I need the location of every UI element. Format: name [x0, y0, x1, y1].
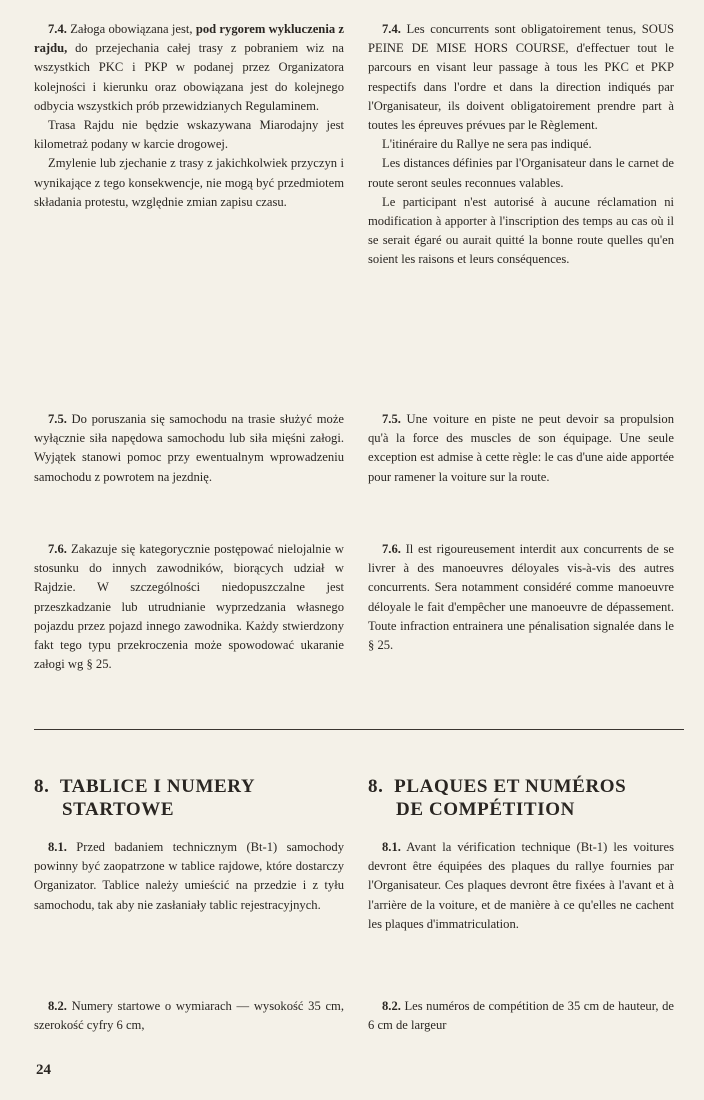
- paragraph-8-1-fr: [368, 838, 674, 934]
- paragraph-7-4-pl: [34, 20, 344, 212]
- paragraph-text: Les distances définies par l'Organisateur dans le carnet de route seront seules reconnues valables.: [368, 156, 674, 190]
- paragraph-8-1-pl: [34, 838, 344, 915]
- section-number: 8.1.: [382, 840, 401, 854]
- paragraph-7-4-fr: [368, 20, 674, 270]
- paragraph-text: L'itinéraire du Rallye ne sera pas indiqué.: [382, 137, 592, 152]
- section-number: 7.5.: [48, 412, 67, 426]
- paragraph-text: Zakazuje się kategorycznie postępować nielojalnie w stosunku do innych zawodników, biorących udział w Rajdzie. W szczególności niedopuszczalne jest przeszkadzanie lub utrudnianie wyprzedzania własnego pojazdu przez pojazd innego zawodnika. Każdy stwierdzony fakt tego typu przekroczenia może spowodować ukaranie załogi wg § 25.: [34, 542, 344, 672]
- paragraph-text: Zmylenie lub zjechanie z trasy z jakichkolwiek przyczyn i wynikające z tego konsekwencje, nie mogą być przedmiotem składania protestu, względnie zmian zapisu czasu.: [34, 156, 344, 209]
- paragraph-text: Il est rigoureusement interdit aux concurrents de se livrer à des manoeuvres déloyales vis-à-vis des autres concurrents. Sera notamment considéré comme manoeuvre déloyale le fait d'empêcher une manoeuvre de dépassement. Toute infraction entrainera une pénalisation signalée dans le § 25.: [368, 542, 674, 653]
- heading-number: 8.: [34, 776, 50, 797]
- heading-line-2: DE COMPÉTITION: [396, 799, 575, 820]
- paragraph-7-6-fr: [368, 540, 674, 655]
- page-number: 24: [36, 1062, 51, 1078]
- paragraph-text: Trasa Rajdu nie będzie wskazywana Miarodajny jest kilometraż podany w karcie drogowej.: [34, 118, 344, 152]
- section-number: 8.2.: [382, 999, 401, 1013]
- paragraph-text: Przed badaniem technicznym (Bt-1) samochody powinny być zaopatrzone w tablice rajdowe, które dostarczy Organizator. Tablice należy umieścić na przedzie i z tyłu samochodu, tak aby nie zasłaniały tablic rejestracyjnych.: [34, 840, 344, 912]
- heading-section-8-pl: [34, 775, 255, 821]
- section-number: 8.2.: [48, 999, 67, 1013]
- section-number: 7.6.: [382, 542, 401, 556]
- paragraph-text: Le participant n'est autorisé à aucune réclamation ni modification à apporter à l'inscription des temps au cas où il se serait égaré ou aurait quitté la bonne route quelles qu'en soient les raisons et leurs conséquences.: [368, 194, 674, 267]
- paragraph-text: Załoga obowiązana jest,: [70, 22, 193, 36]
- paragraph-7-5-fr: [368, 410, 674, 487]
- paragraph-text: Numery startowe o wymiarach — wysokość 35 cm, szerokość cyfry 6 cm,: [34, 999, 345, 1033]
- paragraph-text: Les numéros de compétition de 35 cm de hauteur, de 6 cm de largeur: [368, 999, 674, 1033]
- section-number: 7.5.: [382, 412, 401, 426]
- section-number: 7.4.: [48, 22, 67, 36]
- section-divider: [34, 729, 684, 730]
- heading-number: 8.: [368, 776, 384, 797]
- heading-line-1: TABLICE I NUMERY: [59, 776, 256, 797]
- emphasis-text: pod rygorem wykluczenia z rajdu,: [34, 22, 344, 56]
- paragraph-text: Do poruszania się samochodu na trasie służyć może wyłącznie siła napędowa samochodu lub siła mięśni załogi. Wyjątek stanowi pomoc przy ewentualnym wprowadzeniu samochodu z powrotem na jezdnię.: [34, 412, 344, 484]
- paragraph-8-2-fr: [368, 997, 674, 1035]
- paragraph-7-5-pl: [34, 410, 344, 487]
- section-number: 8.1.: [48, 840, 67, 854]
- paragraph-8-2-pl: [34, 997, 344, 1035]
- heading-line-2: STARTOWE: [62, 799, 175, 820]
- paragraph-text: Les concurrents sont obligatoirement tenus, SOUS PEINE DE MISE HORS COURSE, d'effectuer tout le parcours en visant leur passage à tous les PKC et PKP respectifs dans l'ordre et dans la direction indiqués par l'Organisateur, ils doivent obligatoirement prendre part à toutes les épreuves prévues par le Règlement.: [368, 22, 674, 133]
- section-number: 7.6.: [48, 542, 67, 556]
- paragraph-7-6-pl: [34, 540, 344, 674]
- heading-section-8-fr: [368, 775, 626, 821]
- paragraph-text: do przejechania całej trasy z pobraniem wiz na wszystkich PKC i PKP w podanej przez Organizatora kolejności i kierunku oraz obowiązana jest do kolejnego odbycia wszystkich prób przewidzianych Regulaminem.: [34, 41, 344, 113]
- heading-line-1: PLAQUES ET NUMÉROS: [394, 776, 627, 797]
- paragraph-text: Avant la vérification technique (Bt-1) les voitures devront être équipées des plaques du rallye fournies par l'Organisateur. Ces plaques devront être fixées à l'avant et à l'arrière de la voiture, et de manière à ce qu'elles ne cachent les plaques d'immatriculation.: [368, 840, 674, 931]
- paragraph-text: Une voiture en piste ne peut devoir sa propulsion qu'à la force des muscles de son équipage. Une seule exception est admise à cette règle: le cas d'une aide apportée pour ramener la voiture sur la route.: [368, 412, 674, 484]
- section-number: 7.4.: [382, 22, 401, 36]
